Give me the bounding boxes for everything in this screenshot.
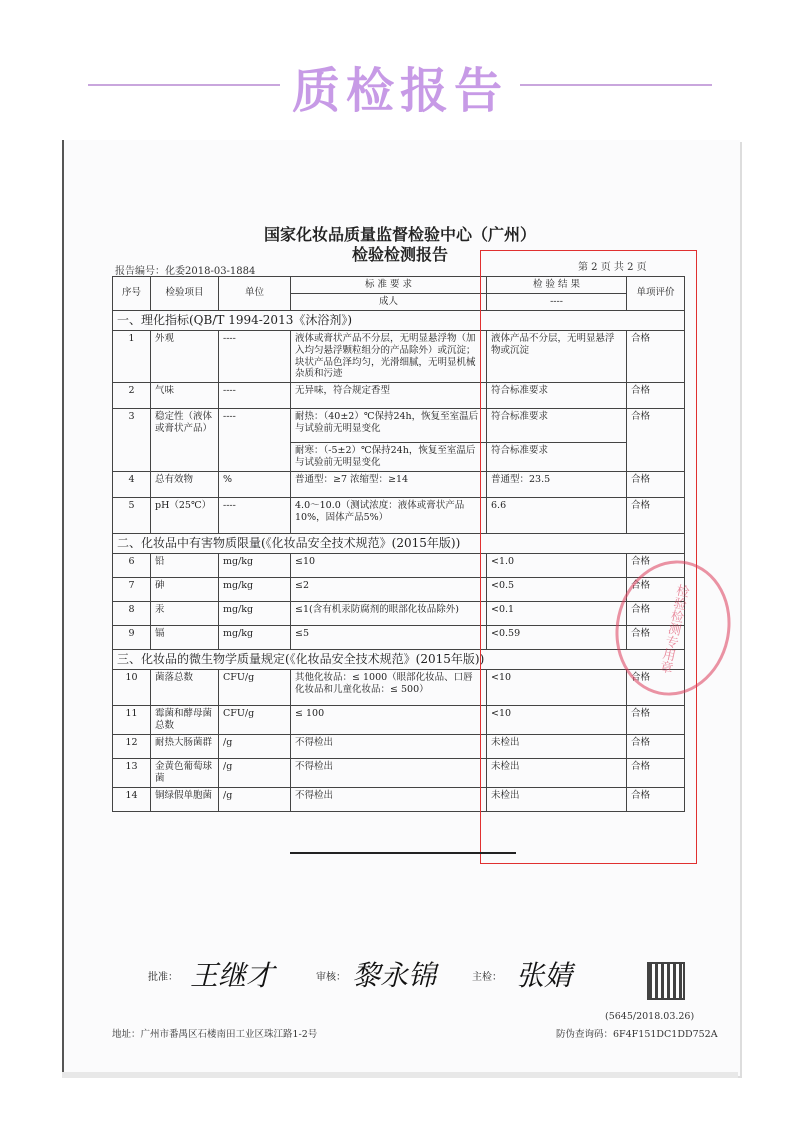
row-standard: 不得检出 <box>291 734 487 758</box>
row-result: <10 <box>487 706 627 735</box>
row-standard: ≤ 100 <box>291 706 487 735</box>
row-result: <0.5 <box>487 578 627 602</box>
end-line <box>290 852 516 854</box>
row-standard: 普通型：≥7 浓缩型：≥14 <box>291 472 487 498</box>
row-item: 稳定性（液体或膏状产品） <box>151 409 219 472</box>
row-standard: 4.0～10.0（测试浓度：液体或膏状产品10%，固体产品5%） <box>291 498 487 534</box>
row-no: 14 <box>113 787 151 811</box>
row-no: 12 <box>113 734 151 758</box>
row-eval: 合格 <box>627 330 685 383</box>
header-standard: 标 准 要 求 <box>291 277 487 294</box>
row-standard-cold: 耐寒：（-5±2）℃保持24h，恢复至室温后与试验前无明显变化 <box>291 443 487 472</box>
highlight-box <box>480 250 697 864</box>
row-item: 外观 <box>151 330 219 383</box>
row-no: 5 <box>113 498 151 534</box>
row-unit: /g <box>219 734 291 758</box>
row-eval: 合格 <box>627 626 685 650</box>
row-unit: mg/kg <box>219 554 291 578</box>
paper-shadow <box>62 1072 738 1078</box>
row-eval: 合格 <box>627 578 685 602</box>
row-no: 1 <box>113 330 151 383</box>
row-unit: /g <box>219 787 291 811</box>
header-result-sub: ---- <box>487 293 627 310</box>
row-result: 6.6 <box>487 498 627 534</box>
row-eval: 合格 <box>627 498 685 534</box>
row-unit: ---- <box>219 409 291 472</box>
row-eval: 合格 <box>627 409 685 472</box>
row-eval: 合格 <box>627 472 685 498</box>
row-unit: CFU/g <box>219 670 291 706</box>
row-result: 液体产品不分层，无明显悬浮物或沉淀 <box>487 330 627 383</box>
row-result: 未检出 <box>487 758 627 787</box>
row-result: <0.59 <box>487 626 627 650</box>
row-eval: 合格 <box>627 670 685 706</box>
page-info: 第 2 页 共 2 页 <box>578 262 647 273</box>
row-item: 金黄色葡萄球菌 <box>151 758 219 787</box>
row-unit: ---- <box>219 330 291 383</box>
row-unit: mg/kg <box>219 578 291 602</box>
row-result: 未检出 <box>487 787 627 811</box>
check-signature: 张婧 <box>516 959 573 992</box>
row-item: 铜绿假单胞菌 <box>151 787 219 811</box>
row-standard: ≤10 <box>291 554 487 578</box>
header-no: 序号 <box>113 277 151 311</box>
report-title: 国家化妆品质量监督检验中心（广州） <box>263 225 536 244</box>
row-eval: 合格 <box>627 706 685 735</box>
row-standard: ≤2 <box>291 578 487 602</box>
banner-line-left <box>88 84 280 86</box>
report-number: 报告编号：化委2018-03-1884 <box>115 266 256 277</box>
row-item: 汞 <box>151 602 219 626</box>
row-standard: ≤1(含有机汞防腐剂的眼部化妆品除外) <box>291 602 487 626</box>
banner-line-right <box>520 84 712 86</box>
footer-address: 地址：广州市番禺区石楼南田工业区珠江路1-2号 <box>112 1029 318 1040</box>
footer-anti-fake: 防伪查询码：6F4F151DC1DD752A <box>556 1029 718 1040</box>
row-result: 未检出 <box>487 734 627 758</box>
row-unit: % <box>219 472 291 498</box>
row-no: 2 <box>113 383 151 409</box>
stamp-text: 检验检测专用章 <box>656 581 690 675</box>
row-no: 7 <box>113 578 151 602</box>
footer-code: (5645/2018.03.26) <box>605 1011 695 1022</box>
row-item: 气味 <box>151 383 219 409</box>
row-item: 耐热大肠菌群 <box>151 734 219 758</box>
header-eval: 单项评价 <box>627 277 685 311</box>
row-item: 铅 <box>151 554 219 578</box>
row-unit: ---- <box>219 498 291 534</box>
row-eval: 合格 <box>627 734 685 758</box>
row-item: 菌落总数 <box>151 670 219 706</box>
row-result: <10 <box>487 670 627 706</box>
row-unit: mg/kg <box>219 626 291 650</box>
row-standard: 其他化妆品：≤ 1000（眼部化妆品、口唇化妆品和儿童化妆品：≤ 500） <box>291 670 487 706</box>
row-no: 6 <box>113 554 151 578</box>
banner <box>0 52 800 122</box>
row-standard: ≤5 <box>291 626 487 650</box>
report-subtitle: 检验检测报告 <box>351 245 448 264</box>
section-heading: 二、化妆品中有害物质限量(《化妆品安全技术规范》(2015年版)) <box>113 534 685 554</box>
row-result: 普通型：23.5 <box>487 472 627 498</box>
row-standard: 不得检出 <box>291 758 487 787</box>
row-unit: CFU/g <box>219 706 291 735</box>
approve-label: 批准： <box>148 972 178 983</box>
section-heading: 三、化妆品的微生物学质量规定(《化妆品安全技术规范》(2015年版)) <box>113 650 685 670</box>
row-eval: 合格 <box>627 758 685 787</box>
row-result: 符合标准要求 <box>487 383 627 409</box>
row-result: <1.0 <box>487 554 627 578</box>
row-eval: 合格 <box>627 787 685 811</box>
row-result: 符合标准要求 <box>487 409 627 443</box>
banner-title: 质检报告 <box>291 63 508 119</box>
review-label: 审核： <box>316 972 346 983</box>
row-item: 砷 <box>151 578 219 602</box>
row-result: <0.1 <box>487 602 627 626</box>
row-item: 总有效物 <box>151 472 219 498</box>
approve-signature: 王继才 <box>190 959 275 992</box>
row-item: 霉菌和酵母菌总数 <box>151 706 219 735</box>
row-no: 10 <box>113 670 151 706</box>
row-no: 3 <box>113 409 151 472</box>
row-no: 8 <box>113 602 151 626</box>
row-no: 13 <box>113 758 151 787</box>
row-no: 9 <box>113 626 151 650</box>
row-no: 4 <box>113 472 151 498</box>
row-standard: 耐热：（40±2）℃保持24h，恢复至室温后与试验前无明显变化 <box>291 409 487 443</box>
row-standard: 液体或膏状产品不分层，无明显悬浮物（加入均匀悬浮颗粒组分的产品除外）或沉淀；块状产品色泽均匀，光滑细腻，无明显机械杂质和污迹 <box>291 330 487 383</box>
header-standard-sub: 成人 <box>291 293 487 310</box>
row-unit: ---- <box>219 383 291 409</box>
row-standard: 无异味，符合规定香型 <box>291 383 487 409</box>
row-eval: 合格 <box>627 383 685 409</box>
header-result: 检 验 结 果 <box>487 277 627 294</box>
row-eval: 合格 <box>627 554 685 578</box>
row-standard: 不得检出 <box>291 787 487 811</box>
row-unit: mg/kg <box>219 602 291 626</box>
review-signature: 黎永锦 <box>352 959 437 992</box>
check-label: 主检： <box>472 972 502 983</box>
header-item: 检验项目 <box>151 277 219 311</box>
row-result-cold: 符合标准要求 <box>487 443 627 472</box>
row-item: pH（25℃） <box>151 498 219 534</box>
qr-code-icon <box>647 962 685 1000</box>
row-no: 11 <box>113 706 151 735</box>
header-unit: 单位 <box>219 277 291 311</box>
row-item: 镉 <box>151 626 219 650</box>
row-unit: /g <box>219 758 291 787</box>
row-eval: 合格 <box>627 602 685 626</box>
section-heading: 一、理化指标(QB/T 1994-2013《沐浴剂》) <box>113 310 685 330</box>
